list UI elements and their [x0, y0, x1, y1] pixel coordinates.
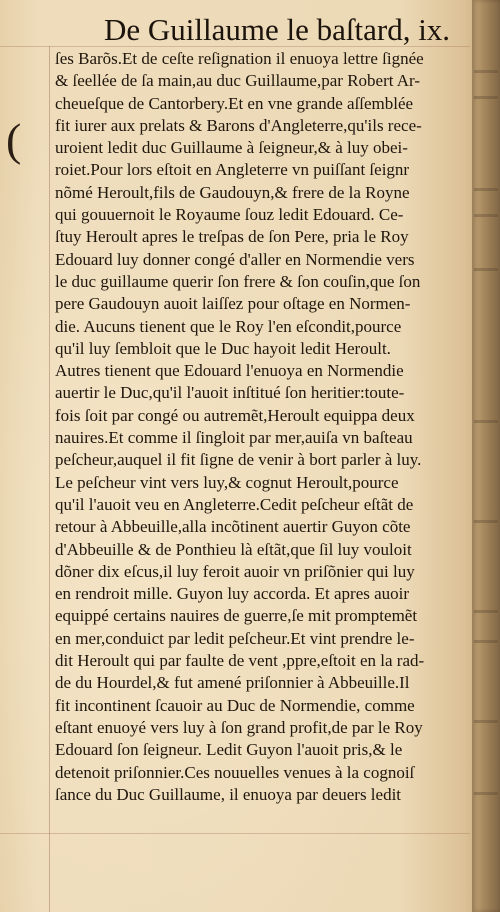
text-line: ſes Barõs.Et de ceſte reſignation il enuoya lettre ſignée: [55, 49, 424, 68]
text-line: detenoit priſonnier.Ces nouuelles venues à la cognoiſ: [55, 762, 415, 782]
text-line: le duc guillaume querir ſon frere & ſon couſin,que ſon: [55, 271, 421, 291]
bleed-through-mark: [474, 792, 498, 795]
text-line: fois ſoit par congé ou autremẽt,Heroult equippa deux: [55, 405, 415, 425]
text-line: ſtuy Heroult apres le treſpas de ſon Pere, pria le Roy: [55, 227, 409, 247]
text-line: dit Heroult qui par faulte de vent ,ppre,eſtoit en la rad-: [55, 651, 425, 671]
text-line: & ſeellée de ſa main,au duc Guillaume,par Robert Ar-: [55, 71, 421, 91]
bleed-through-mark: [474, 720, 498, 723]
adjacent-page-edge: [472, 0, 500, 912]
text-line: peſcheur,auquel il fit ſigne de venir à bort parler à luy.: [55, 450, 422, 470]
running-header: De Guillaume le baſtard, ix.: [104, 12, 451, 47]
text-line: Edouard luy donner congé d'aller en Normendie vers: [55, 249, 415, 269]
text-line: retour à Abbeuille,alla incõtinent auertir Guyon cõte: [55, 517, 411, 537]
bleed-through-mark: [474, 214, 498, 217]
footer-rule: [0, 833, 470, 834]
margin-parenthesis: (: [6, 114, 22, 165]
text-line: roiet.Pour lors eſtoit en Angleterre vn puiſſant ſeignr: [55, 160, 410, 180]
text-line: en rendroit mille. Guyon luy accorda. Et apres auoir: [55, 584, 410, 604]
body-text: [55, 48, 472, 806]
text-line: qu'il luy ſembloit que le Duc hayoit ledit Heroult.: [55, 338, 391, 358]
text-line: Edouard ſon ſeigneur. Ledit Guyon l'auoit pris,& le: [55, 740, 403, 760]
text-line: d'Abbeuille & de Ponthieu là eſtãt,que ſil luy vouloit: [55, 539, 412, 559]
text-line: die. Aucuns tienent que le Roy l'en eſcondit,pource: [55, 316, 402, 336]
text-line: Autres tienent que Edouard l'enuoya en Normendie: [55, 361, 404, 381]
bleed-through-mark: [474, 520, 498, 523]
text-line: Le peſcheur vint vers luy,& cognut Heroult,pource: [55, 472, 399, 492]
text-line: qui gouuernoit le Royaume ſouz ledit Edouard. Ce-: [55, 205, 404, 225]
text-line: en mer,conduict par ledit peſcheur.Et vint prendre le-: [55, 628, 415, 648]
bleed-through-mark: [474, 640, 498, 643]
text-line: pere Gaudouyn auoit laiſſez pour oſtage en Normen-: [55, 294, 411, 314]
bleed-through-mark: [474, 188, 498, 191]
text-line: eſtant enuoyé vers luy à ſon grand profit,de par le Roy: [55, 717, 423, 737]
text-line: nauires.Et comme il ſingloit par mer,auiſa vn baſteau: [55, 428, 413, 448]
bleed-through-mark: [474, 96, 498, 99]
text-line: de du Hourdel,& fut amené priſonnier à Abbeuille.Il: [55, 673, 410, 693]
text-line: fit incontinent ſcauoir au Duc de Normendie, comme: [55, 695, 415, 715]
bleed-through-mark: [474, 268, 498, 271]
bleed-through-mark: [474, 610, 498, 613]
left-margin-rule: [49, 46, 50, 912]
text-line: auertir le Duc,qu'il l'auoit inſtitué ſon heritier:toute-: [55, 383, 405, 403]
text-line: nõmé Heroult,fils de Gaudouyn,& frere de la Royne: [55, 182, 410, 202]
bleed-through-mark: [474, 70, 498, 73]
bleed-through-mark: [474, 420, 498, 423]
text-line: cheueſque de Cantorbery.Et en vne grande aſſemblée: [55, 93, 414, 113]
text-line: uroient ledit duc Guillaume à ſeigneur,& à luy obei-: [55, 138, 408, 158]
text-line: ſance du Duc Guillaume, il enuoya par deuers ledit: [55, 784, 402, 804]
text-line: equippé certains nauires de guerre,ſe mit promptemẽt: [55, 606, 418, 626]
text-line: fit iurer aux prelats & Barons d'Angleterre,qu'ils rece-: [55, 115, 422, 135]
text-line: qu'il l'auoit veu en Angleterre.Cedit peſcheur eſtãt de: [55, 494, 414, 514]
text-line: dõner dix eſcus,il luy feroit auoir vn priſõnier qui luy: [55, 561, 415, 581]
